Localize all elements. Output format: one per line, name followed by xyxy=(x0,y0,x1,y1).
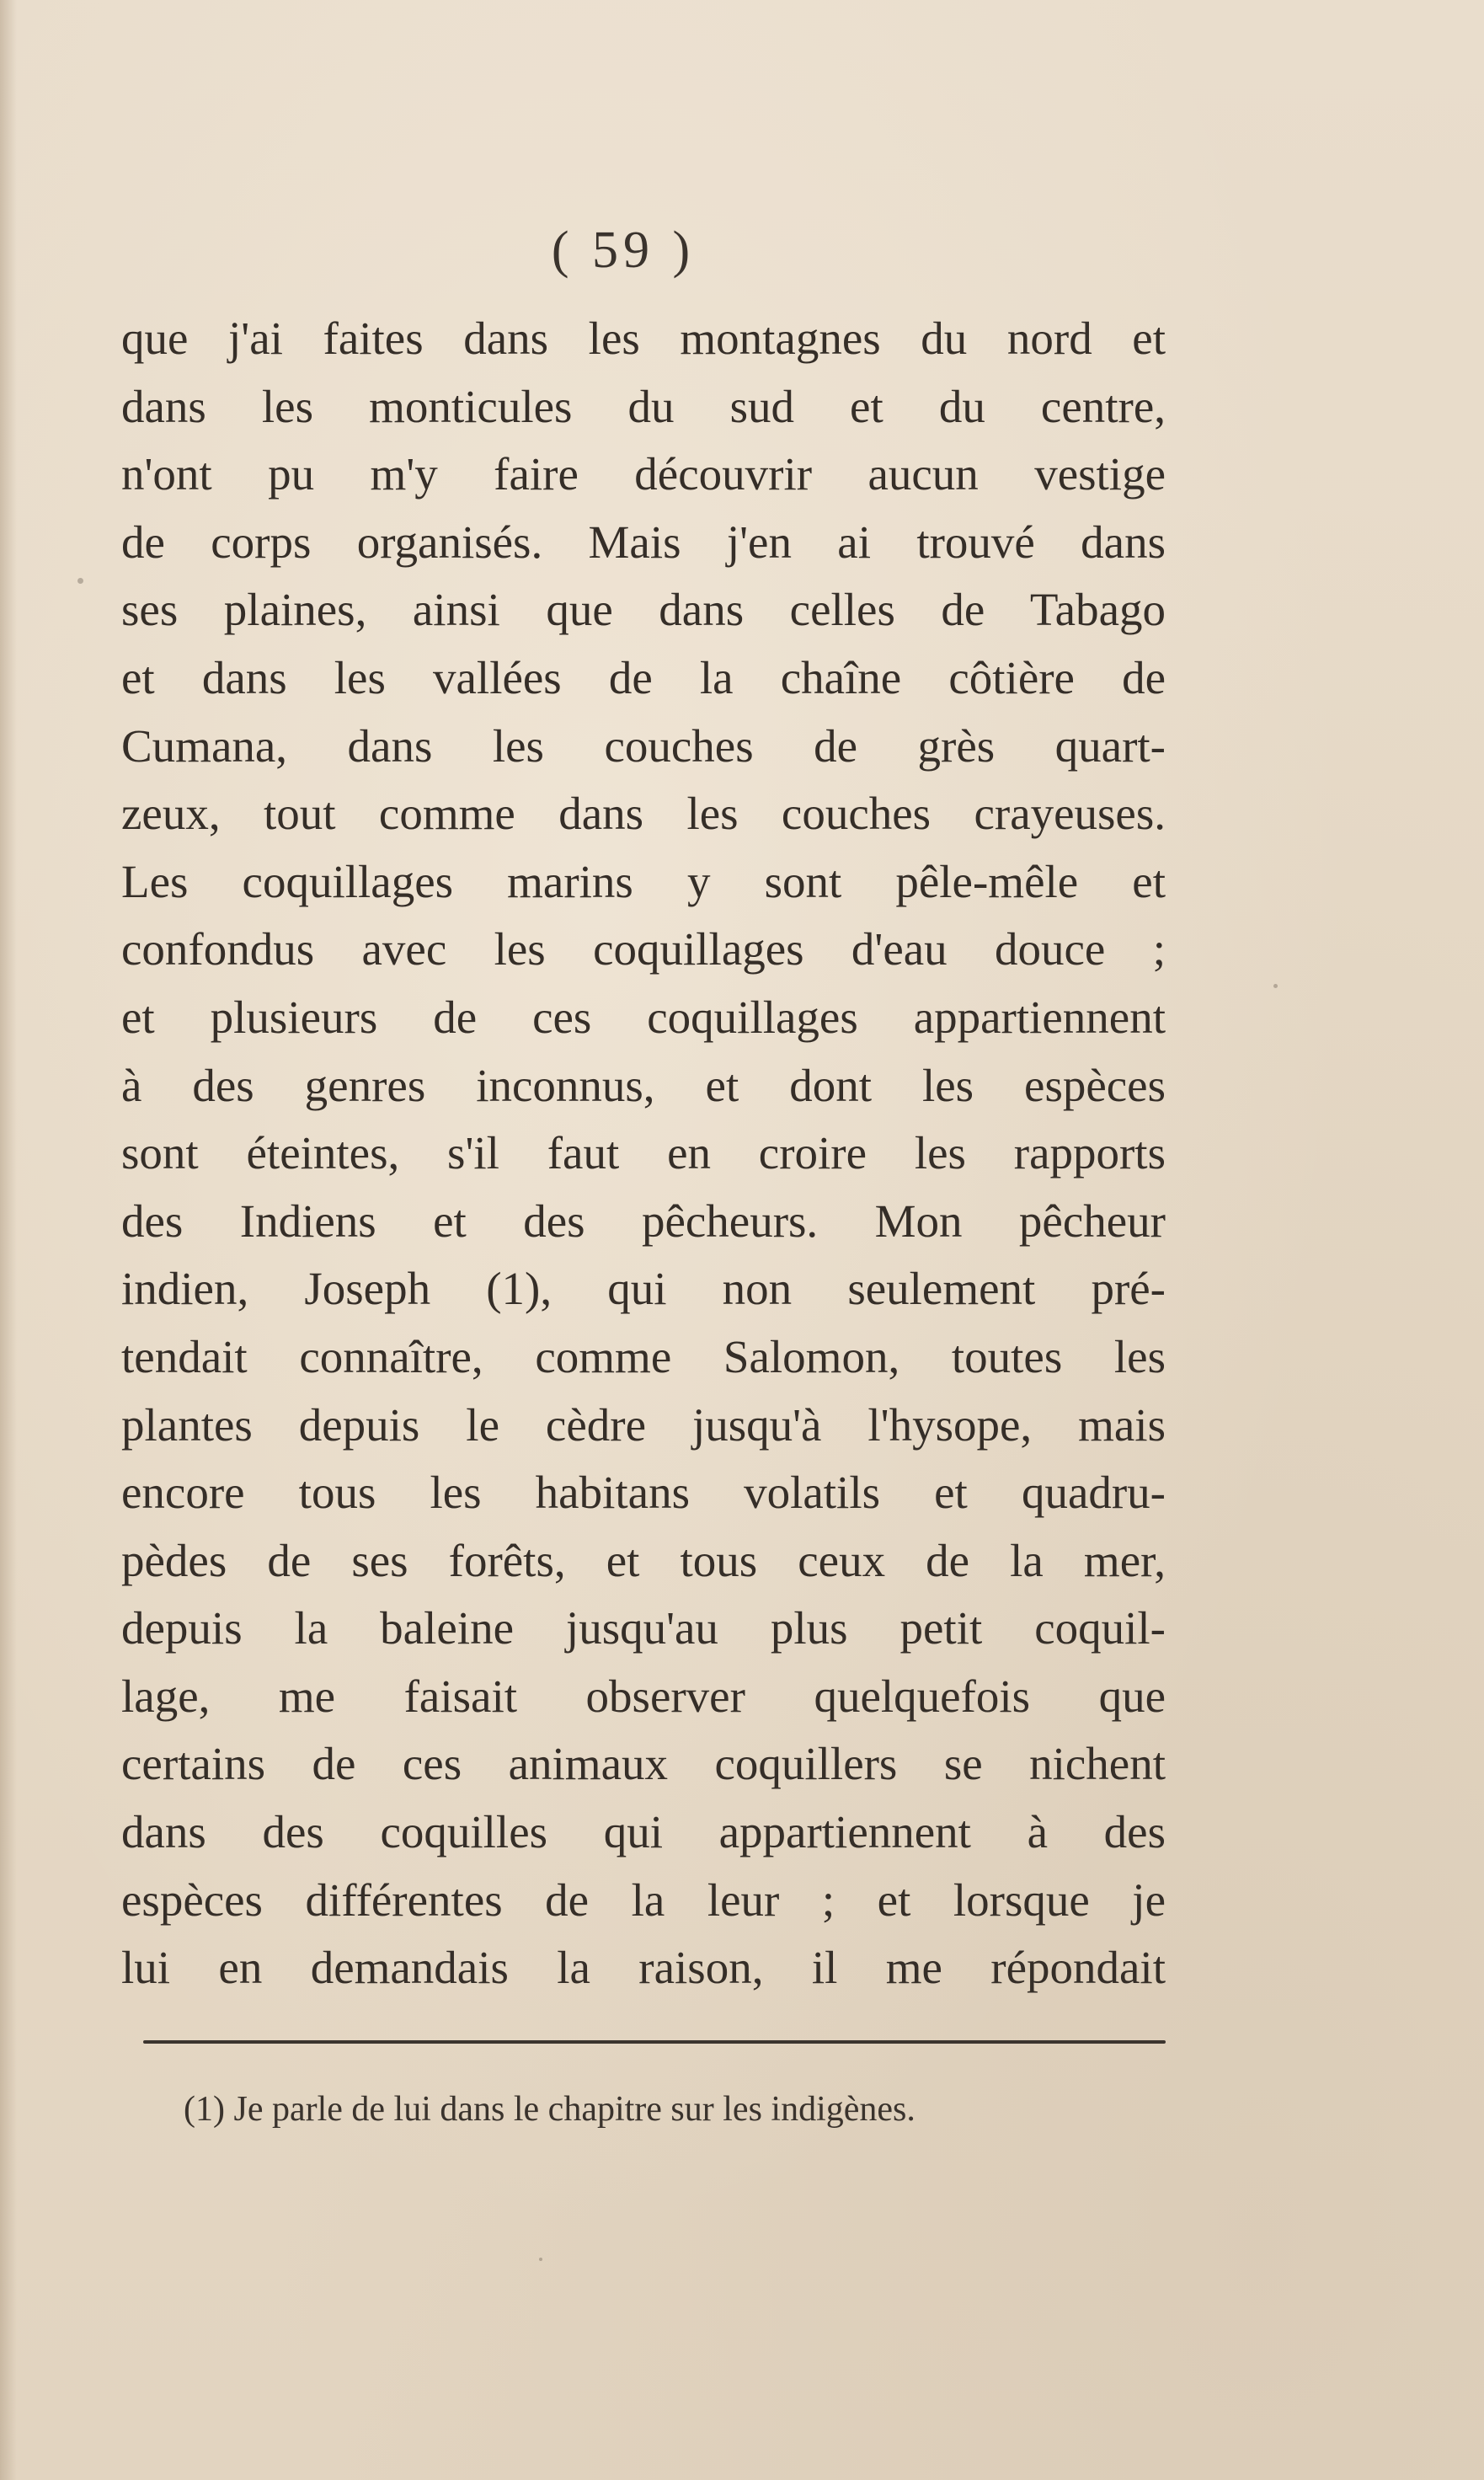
text-line: Les coquillages marins y sont pêle-mêle et xyxy=(121,855,1166,907)
text-line: dans les monticules du sud et du centre, xyxy=(121,380,1166,432)
text-line: à des genres inconnus, et dont les espèces xyxy=(121,1059,1166,1111)
page-edge-shadow xyxy=(0,0,17,2480)
text-line: sont éteintes, s'il faut en croire les rapports xyxy=(121,1127,1166,1179)
body-text xyxy=(121,305,1166,2002)
text-line: tendait connaître, comme Salomon, toutes les xyxy=(121,1330,1166,1382)
footnote: (1) Je parle de lui dans le chapitre sur les indigènes. xyxy=(184,2090,915,2129)
text-line: et dans les vallées de la chaîne côtière de xyxy=(121,651,1166,703)
text-line: Cumana, dans les couches de grès quart- xyxy=(121,719,1166,772)
text-line: depuis la baleine jusqu'au plus petit coquil- xyxy=(121,1602,1166,1654)
footnote-rule xyxy=(143,2040,1166,2044)
text-line: dans des coquilles qui appartiennent à des xyxy=(121,1806,1166,1858)
text-line: espèces différentes de la leur ; et lorsque je xyxy=(121,1873,1166,1926)
text-line: que j'ai faites dans les montagnes du nord et xyxy=(121,313,1166,364)
text-line: lui en demandais la raison, il me répondait xyxy=(121,1942,1166,1994)
text-line: pèdes de ses forêts, et tous ceux de la mer, xyxy=(121,1534,1166,1586)
text-line: certains de ces animaux coquillers se nichent xyxy=(121,1738,1166,1790)
text-line: et plusieurs de ces coquillages appartiennent xyxy=(121,991,1166,1043)
paper-speck xyxy=(539,2258,542,2261)
paper-speck xyxy=(77,578,83,584)
page-number: ( 59 ) xyxy=(551,222,696,279)
text-line: plantes depuis le cèdre jusqu'à l'hysope, mais xyxy=(121,1398,1166,1451)
text-line: indien, Joseph (1), qui non seulement pré- xyxy=(121,1263,1166,1315)
text-line: n'ont pu m'y faire découvrir aucun vestige xyxy=(121,448,1166,500)
text-line: des Indiens et des pêcheurs. Mon pêcheur xyxy=(121,1195,1166,1247)
text-line: ses plaines, ainsi que dans celles de Tabago xyxy=(121,584,1166,636)
text-line: lage, me faisait observer quelquefois que xyxy=(121,1670,1166,1722)
text-line: de corps organisés. Mais j'en ai trouvé dans xyxy=(121,516,1166,568)
text-line: confondus avec les coquillages d'eau douce ; xyxy=(121,923,1166,975)
paper-speck xyxy=(1273,984,1278,988)
text-line: zeux, tout comme dans les couches crayeuses. xyxy=(121,788,1166,840)
text-line: encore tous les habitans volatils et quadru- xyxy=(121,1467,1166,1519)
